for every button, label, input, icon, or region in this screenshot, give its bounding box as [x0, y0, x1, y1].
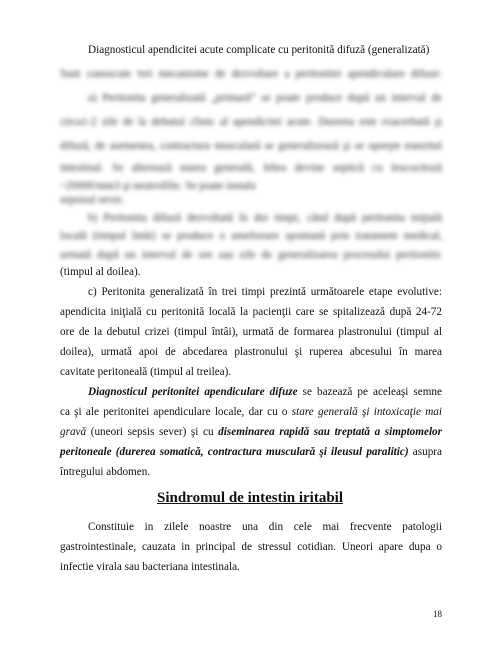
blurred-line: sepsisul sever.: [60, 194, 125, 206]
section-heading: Diagnosticul apendicitei acute complicate cu peritonită difuză (generalizată): [88, 44, 430, 56]
italic-text: gravă: [60, 426, 87, 438]
paragraph-line: Constituie in zilele noastre una din cele mai frecvente patologii: [88, 521, 442, 533]
blurred-line: b) Peritonita difuză dezvoltată în doi timpi, când după peritonita iniţială: [88, 212, 442, 224]
text-run: asupra: [408, 446, 442, 458]
blurred-line: urmată după un interval de ore sau zile de generalizarea procesului peritonitic: [60, 249, 442, 261]
bold-italic-text: diseminarea rapidă sau treptată a simptomelor: [218, 426, 442, 438]
paragraph-line: [60, 405, 442, 419]
paragraph-line: c) Peritonita generalizată în trei timpi prezintă următoarele etape evolutive:: [88, 286, 442, 298]
text-run: (uneori sepsis sever) şi cu: [86, 426, 219, 438]
paragraph-line: gastrointestinale, cauzata in principal de stressul cotidian. Uneori apare dupa o: [60, 541, 442, 553]
blurred-line: difuză, de asemenea, contractura musculară se generalizează şi se opreşte tranzitul: [60, 140, 442, 152]
italic-text: stare generală şi intoxicaţie mai: [291, 406, 442, 418]
bold-italic-text: peritoneale (durerea somatică, contractura musculară şi ileusul paralitic): [60, 446, 409, 458]
paragraph-line: ore de la debutul crizei (timpul întâi), urmată de formarea plastronului (timpul al: [60, 326, 442, 338]
blurred-line: a) Peritonita generalizată „primară” se poate produce după un interval de: [88, 92, 442, 104]
paragraph-line: cavitate peritoneală (timpul al treilea).: [60, 366, 232, 378]
blurred-line: circa1-2 zile de la debutul clinic al apendicitei acute. Durerea este exacerbată şi: [60, 116, 442, 128]
paragraph-line: infectie virala sau bacteriana intestinala.: [60, 561, 240, 573]
paragraph-line: întregului abdomen.: [60, 466, 151, 478]
paragraph-line: (timpul al doilea).: [60, 266, 141, 278]
paragraph-line: [60, 425, 442, 439]
section-title: Sindromul de intestin iritabil: [156, 490, 343, 506]
blurred-line: Sunt cunoscute trei mecanisme de dezvoltare a peritonitei apendiculare difuze:: [60, 68, 442, 80]
paragraph-line: doilea), urmată apoi de abcedarea plastronului şi ruperea abcesului în marea: [60, 346, 442, 358]
blurred-line: locală (timpul întâi) se produce o ameliorare spontană prin tratament medical,: [60, 230, 442, 242]
blurred-line: ~20000/mm3 şi neutrofilie. Se poate instala: [60, 180, 256, 192]
text-run: se bazează pe aceleaşi semne: [297, 386, 442, 398]
paragraph-line: apendicita iniţială cu peritonită locală la pacienţii care se spitalizează după 24-72: [60, 306, 442, 318]
text-run: ca şi ale peritonitei apendiculare locale, dar cu o: [60, 406, 292, 418]
page-number: 18: [433, 609, 442, 619]
blurred-line: intestinal. Se alterează starea generală, febra devine septică cu leucocitoză: [60, 162, 442, 174]
paragraph-line: [60, 445, 442, 459]
paragraph-line: [88, 385, 442, 399]
bold-italic-text: Diagnosticul peritonitei apendiculare difuze: [88, 386, 298, 398]
